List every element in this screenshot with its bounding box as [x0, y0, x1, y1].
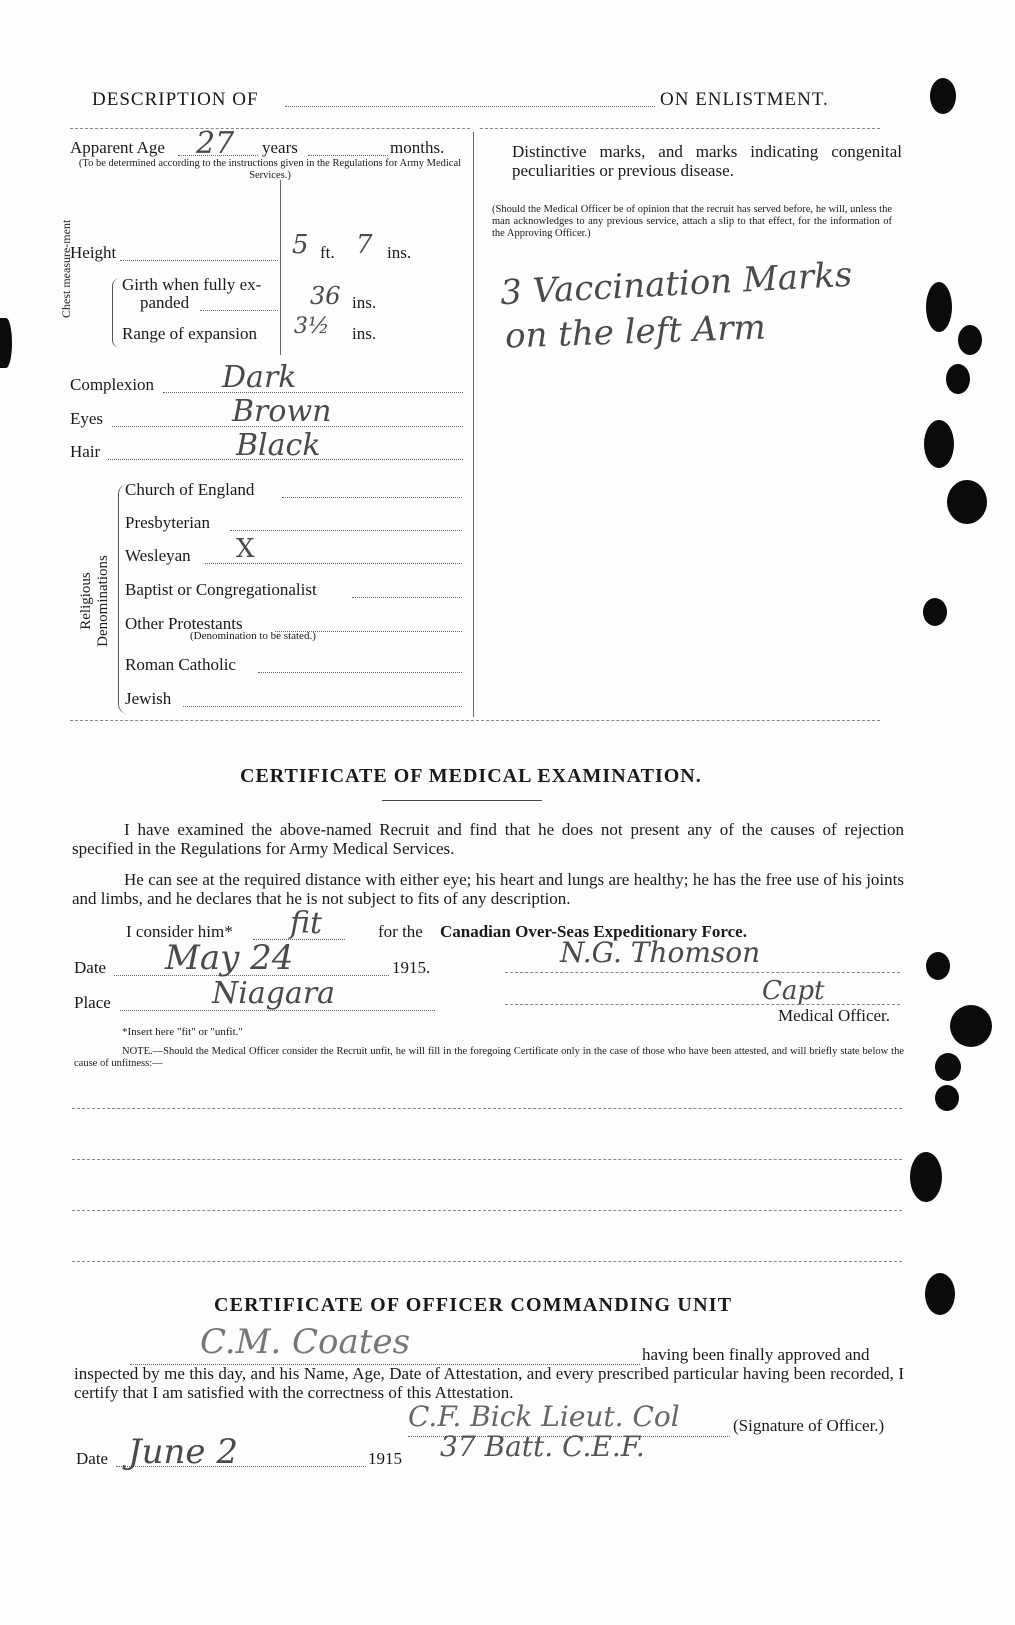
eyes-value: Brown — [232, 394, 332, 429]
binding-hole-4 — [946, 364, 970, 394]
force-label: Canadian Over-Seas Expeditionary Force. — [440, 922, 747, 941]
girth-dotted-line — [200, 310, 278, 311]
medical-title-underline — [382, 800, 542, 801]
commanding-signature-label: (Signature of Officer.) — [733, 1416, 885, 1435]
description-bottom-rule — [70, 720, 880, 721]
hair-value: Black — [236, 428, 321, 463]
girth-label-2: panded — [140, 293, 190, 312]
unfit-line-2 — [72, 1159, 902, 1160]
header-description-of: DESCRIPTION OF — [92, 89, 259, 110]
commanding-unit-value: 37 Batt. C.E.F. — [440, 1430, 645, 1463]
header-on-enlistment: ON ENLISTMENT. — [660, 89, 829, 110]
height-label: Height — [70, 243, 117, 262]
commanding-officer-signature: C.F. Bick Lieut. Col — [408, 1400, 680, 1433]
girth-value: 36 — [310, 282, 341, 310]
complexion-label: Complexion — [70, 375, 155, 394]
medical-officer-label: Medical Officer. — [778, 1006, 891, 1025]
range-label: Range of expansion — [122, 324, 258, 343]
medical-para-1: I have examined the above-named Recruit and find that he does not present any of the causes of rejection specified in the Regulations for Army Medical Services. — [72, 820, 904, 858]
age-value: 27 — [196, 126, 235, 161]
marks-line-1: 3 Vaccination Marks — [499, 254, 854, 314]
column-divider — [473, 132, 474, 717]
marks-note: (Should the Medical Officer be of opinion that the recruit has served before, he will, unless the man acknowledges to any previous service, attach a slip to that effect, for the information of the Approving Officer.) — [492, 204, 892, 239]
medical-para-2: He can see at the required distance with either eye; his heart and lungs are healthy; he has the free use of his joints and limbs, and he declares that he is not subject to fits of any description. — [72, 870, 904, 908]
height-ft-value: 5 — [292, 230, 309, 260]
insert-note: *Insert here "fit" or "unfit." — [122, 1026, 243, 1038]
for-the-label: for the — [378, 922, 423, 941]
commanding-date-label: Date — [76, 1449, 109, 1468]
unfit-line-1 — [72, 1108, 902, 1109]
religion-baptist: Baptist or Congregationalist — [125, 580, 317, 599]
measure-divider — [280, 180, 281, 355]
commanding-body: inspected by me this day, and his Name, Age, Date of Attestation, and every prescribed particular having been recorded, I certify that I am satisfied with the correctness of this Attestation. — [74, 1364, 904, 1402]
height-in-value: 7 — [356, 230, 373, 260]
religion-wesleyan: Wesleyan — [125, 546, 191, 565]
medical-rank-value: Capt — [762, 976, 825, 1006]
girth-label-1: Girth when fully ex- — [122, 275, 262, 294]
age-note: (To be determined according to the instructions given in the Regulations for Army Medical Services.) — [78, 158, 462, 181]
ft-label: ft. — [320, 243, 335, 262]
commanding-title: CERTIFICATE OF OFFICER COMMANDING UNIT — [214, 1294, 733, 1316]
height-dotted-line — [120, 260, 278, 261]
top-rule-right — [480, 128, 880, 129]
religion-other-note: (Denomination to be stated.) — [190, 630, 316, 642]
binding-hole-7 — [923, 598, 947, 626]
range-value: 3½ — [294, 314, 330, 339]
religion-other-protestants: Other Protestants — [125, 614, 243, 633]
religion-church-line — [282, 497, 462, 498]
medical-signature-line — [505, 972, 900, 973]
chest-side-label: Chest measure-ment — [59, 219, 73, 318]
age-label: Apparent Age — [70, 138, 165, 157]
binding-hole-11 — [935, 1085, 959, 1111]
years-label: years — [262, 138, 298, 157]
religion-side-label: Religious Denominations — [78, 555, 111, 647]
binding-hole-12 — [910, 1152, 942, 1202]
commanding-date-value: June 2 — [128, 1432, 238, 1472]
religion-church-of-england: Church of England — [125, 480, 255, 499]
top-rule-left — [70, 128, 470, 129]
religion-roman-catholic: Roman Catholic — [125, 655, 236, 674]
complexion-dotted-line — [163, 392, 463, 393]
range-ins-label: ins. — [352, 324, 377, 343]
medical-officer-signature: N.G. Thomson — [560, 936, 761, 969]
commanding-recruit-name: C.M. Coates — [200, 1322, 411, 1362]
consider-label: I consider him* — [126, 922, 233, 941]
binding-hole-8 — [926, 952, 950, 980]
hair-label: Hair — [70, 442, 101, 461]
medical-date-value: May 24 — [165, 938, 294, 978]
months-dotted-line — [308, 155, 388, 156]
religion-catholic-line — [258, 672, 462, 673]
unfit-line-4 — [72, 1261, 902, 1262]
marks-heading: Distinctive marks, and marks indicating congenital peculiarities or previous disease. — [512, 142, 902, 180]
medical-date-label: Date — [74, 958, 107, 977]
medical-title: CERTIFICATE OF MEDICAL EXAMINATION. — [240, 765, 702, 787]
religion-wesleyan-mark: X — [236, 534, 255, 564]
left-edge-hole — [0, 318, 12, 368]
religion-jewish-line — [183, 706, 462, 707]
binding-hole-3 — [958, 325, 982, 355]
commanding-year-value: 1915 — [368, 1449, 402, 1468]
ins-label: ins. — [387, 243, 412, 262]
religion-baptist-line — [352, 597, 462, 598]
medical-year-value: 1915. — [392, 958, 431, 977]
binding-hole-13 — [925, 1273, 955, 1315]
commanding-approved-text: having been finally approved and — [642, 1345, 870, 1364]
girth-ins-label: ins. — [352, 293, 377, 312]
religion-presbyterian: Presbyterian — [125, 513, 210, 532]
fit-value: fit — [290, 906, 323, 941]
place-label: Place — [74, 993, 111, 1012]
religion-presbyterian-line — [230, 530, 462, 531]
unfit-line-3 — [72, 1210, 902, 1211]
binding-hole-5 — [924, 420, 954, 468]
binding-hole-10 — [935, 1053, 961, 1081]
months-label: months. — [390, 138, 445, 157]
header-name-dotted-line — [285, 106, 655, 107]
marks-line-2: on the left Arm — [504, 307, 767, 357]
eyes-label: Eyes — [70, 409, 104, 428]
religion-jewish: Jewish — [125, 689, 172, 708]
complexion-value: Dark — [222, 360, 297, 395]
binding-hole-6 — [947, 480, 987, 524]
binding-hole-1 — [930, 78, 956, 114]
binding-hole-9 — [950, 1005, 992, 1047]
unfit-note: NOTE.—Should the Medical Officer consider the Recruit unfit, he will fill in the foregoing Certificate only in the case of those who have been attested, and will briefly state below the cause of unfitness:— — [74, 1046, 904, 1069]
place-value: Niagara — [212, 976, 336, 1011]
medical-rank-line — [505, 1004, 900, 1005]
binding-hole-2 — [926, 282, 952, 332]
